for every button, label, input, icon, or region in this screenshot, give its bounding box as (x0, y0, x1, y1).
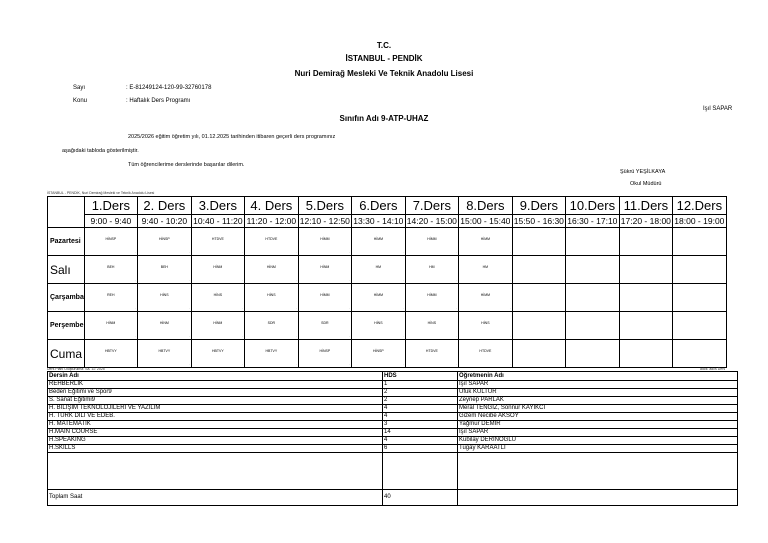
period-time: 14:20 - 15:00 (406, 216, 457, 226)
schedule-cell (137, 340, 191, 368)
lesson-code: HİNS (481, 321, 490, 325)
lessons-col-name: Dersin Adı (48, 372, 383, 381)
lesson-hours: 2 (383, 389, 458, 397)
cell-corner-mark: · (242, 307, 243, 310)
cell-corner-mark: · (403, 279, 404, 282)
cell-corner-mark: · (242, 251, 243, 254)
schedule-cell (512, 256, 565, 284)
schedule-cell (191, 256, 244, 284)
lesson-code: HİMM (320, 237, 330, 241)
schedule-cell (84, 256, 137, 284)
tiny-bottom-left: Ders Planı Oluşturulma: Sa. 11: 2025 (47, 367, 105, 371)
lesson-name: H.SPEAKING (48, 437, 383, 445)
schedule-cell (672, 340, 726, 368)
schedule-cell (298, 228, 351, 256)
cell-corner-mark: · (135, 335, 136, 338)
cell-corner-mark: · (189, 251, 190, 254)
schedule-cell (512, 340, 565, 368)
lesson-name: Beden Eğitimi ve Spor9 (48, 389, 383, 397)
lesson-code: HBTVY (105, 349, 117, 353)
schedule-cell (565, 284, 619, 312)
header-tc: T.C. (376, 41, 392, 50)
lesson-teacher: Meral TENGİZ, Sonnur KAYIKCI (458, 405, 738, 413)
day-row (48, 312, 727, 340)
schedule-cell (191, 312, 244, 340)
lesson-teacher: Ufuk KÜLTÜR (458, 389, 738, 397)
schedule-cell (672, 312, 726, 340)
lessons-col-teacher: Öğretmenin Adı (458, 372, 738, 381)
period-header: 11.Ders (619, 197, 672, 215)
schedule-cell (619, 312, 672, 340)
schedule-cell (84, 312, 137, 340)
lesson-code: HM (375, 265, 382, 269)
day-name: Pazartesi (48, 228, 85, 256)
lesson-code: SDR (267, 321, 276, 325)
header-city: İSTANBUL - PENDİK (345, 54, 423, 63)
schedule-cell (191, 284, 244, 312)
lesson-code: HTDVE (265, 237, 278, 241)
schedule-cell (351, 228, 405, 256)
lesson-code: HİNSP (373, 349, 384, 353)
lesson-code: HTDVE (425, 349, 438, 353)
lesson-code: HİNS (427, 321, 437, 325)
lesson-code: HİNM (106, 321, 116, 325)
corner-cell (48, 197, 85, 228)
konu-label: Konu (73, 98, 88, 104)
schedule-cell (619, 284, 672, 312)
blank-cell (458, 453, 738, 490)
lessons-table (47, 371, 738, 506)
schedule-cell (512, 228, 565, 256)
period-header: 2. Ders (137, 197, 191, 215)
period-time: 12:10 - 12:50 (299, 216, 350, 226)
sayi-value: : E-81249124-120-99-32760178 (126, 85, 212, 91)
schedule-cell (244, 340, 298, 368)
lesson-code: HBTVY (212, 349, 224, 353)
total-value: 40 (383, 490, 458, 506)
period-header: 10.Ders (565, 197, 619, 215)
principal-name: Şükrü YEŞİLKAYA (620, 169, 666, 175)
schedule-cell (672, 256, 726, 284)
principal-title: Okul Müdürü (630, 181, 662, 187)
body-line-1: 2025/2026 eğitim öğretim yılı, 01.12.2025 tarihinden itibaren geçerli ders programınız (128, 134, 336, 140)
cell-corner-mark: · (403, 251, 404, 254)
period-header: 8.Ders (458, 197, 512, 215)
period-time: 18:00 - 19:00 (674, 216, 725, 226)
schedule-cell (351, 284, 405, 312)
schedule-cell (619, 228, 672, 256)
cell-corner-mark: · (349, 335, 350, 338)
lesson-code: HTDVE (211, 237, 224, 241)
cell-corner-mark: · (349, 251, 350, 254)
period-header: 12.Ders (672, 197, 726, 215)
tiny-bottom-right: adcs: adcs Ders (700, 367, 726, 371)
lesson-hours: 4 (383, 405, 458, 413)
cell-corner-mark: · (189, 335, 190, 338)
lesson-name: H. TÜRK DİLİ VE EDEB. (48, 413, 383, 421)
cell-corner-mark: · (349, 363, 350, 366)
lesson-code: HİNSP (159, 237, 170, 241)
day-name: Çarşamba (48, 284, 85, 312)
period-time: 17:20 - 18:00 (620, 216, 671, 226)
schedule-cell (619, 340, 672, 368)
cell-corner-mark: · (135, 307, 136, 310)
schedule-cell (298, 256, 351, 284)
body-line-2: aşağıdaki tabloda gösterilmiştir. (62, 148, 139, 154)
lesson-hours: 3 (383, 421, 458, 429)
schedule-cell (458, 228, 512, 256)
cell-corner-mark: · (456, 363, 457, 366)
schedule-cell (565, 340, 619, 368)
cell-corner-mark: · (510, 251, 511, 254)
lesson-code: HİNSP (105, 237, 117, 241)
cell-corner-mark: · (242, 363, 243, 366)
lesson-teacher: Kubilay DERİNOĞLU (458, 437, 738, 445)
day-name: Perşembe (48, 312, 85, 340)
lesson-code: HİMM (480, 293, 491, 297)
lesson-code: HM (482, 265, 489, 269)
lesson-code: HİMM (427, 237, 437, 241)
lesson-teacher: Tugay KARAATLI (458, 445, 738, 453)
period-time: 9:00 - 9:40 (84, 215, 137, 228)
total-label: Toplam Saat (48, 490, 383, 506)
cell-corner-mark: · (403, 307, 404, 310)
cell-corner-mark: · (135, 279, 136, 282)
lesson-code: REH (107, 293, 115, 297)
schedule-cell (405, 228, 458, 256)
schedule-cell (191, 340, 244, 368)
day-row (48, 340, 727, 368)
blank-cell (48, 453, 383, 490)
cell-corner-mark: · (296, 279, 297, 282)
lesson-code: HİMM (373, 293, 384, 297)
lesson-hours: 14 (383, 429, 458, 437)
cell-corner-mark: · (456, 335, 457, 338)
schedule-cell (405, 284, 458, 312)
cell-corner-mark: · (296, 335, 297, 338)
period-header: 5.Ders (298, 197, 351, 215)
lesson-hours: 1 (383, 381, 458, 389)
period-header: 4. Ders (244, 197, 298, 215)
schedule-cell (191, 228, 244, 256)
day-name: Salı (48, 256, 85, 284)
lesson-teacher: Zeynep PARLAK (458, 397, 738, 405)
schedule-cell (405, 340, 458, 368)
period-header: 6.Ders (351, 197, 405, 215)
lesson-code: HBTVY (265, 349, 278, 353)
lesson-code: HİMM (480, 237, 491, 241)
lesson-name: REHBERLİK (48, 381, 383, 389)
lesson-code: BEH (107, 265, 115, 269)
schedule-cell (84, 340, 137, 368)
lesson-code: HİNSP (319, 349, 331, 353)
schedule-cell (244, 284, 298, 312)
cell-corner-mark: · (189, 307, 190, 310)
cell-corner-mark: · (403, 335, 404, 338)
schedule-cell (565, 312, 619, 340)
class-title: Sınıfın Adı 9-ATP-UHAZ (339, 114, 429, 123)
lesson-code: HİNM (213, 265, 223, 269)
period-header: 1.Ders (84, 197, 137, 215)
day-name: Cuma (48, 340, 85, 368)
period-time: 16:30 - 17:10 (567, 216, 618, 226)
lesson-code: HİNS (374, 321, 383, 325)
period-header: 7.Ders (405, 197, 458, 215)
schedule-cell (405, 312, 458, 340)
lesson-name: H. BİLİŞİM TEKNOLOJİLERİ VE YAZILIM (48, 405, 383, 413)
lesson-code: HİNS (213, 293, 223, 297)
lesson-hours: 4 (383, 413, 458, 421)
period-time: 13:30 - 14:10 (353, 216, 404, 226)
schedule-cell (458, 256, 512, 284)
lesson-code: BEH (160, 265, 168, 269)
schedule-cell (565, 228, 619, 256)
lesson-teacher: Gizem Necibe AKSOY (458, 413, 738, 421)
schedule-cell (619, 256, 672, 284)
schedule-cell (244, 228, 298, 256)
schedule-cell (351, 340, 405, 368)
schedule-cell (351, 256, 405, 284)
period-time: 15:50 - 16:30 (513, 216, 564, 226)
lesson-code: HİMM (373, 237, 384, 241)
cell-corner-mark: · (296, 363, 297, 366)
schedule-cell (137, 312, 191, 340)
schedule-cell (458, 284, 512, 312)
period-time: 9:40 - 10:20 (137, 215, 191, 228)
schedule-cell (84, 228, 137, 256)
day-row (48, 228, 727, 256)
schedule-cell (512, 284, 565, 312)
lesson-code: HİMM (320, 293, 330, 297)
day-row (48, 256, 727, 284)
lesson-code: HİMM (427, 293, 437, 297)
schedule-cell (405, 256, 458, 284)
schedule-cell (137, 284, 191, 312)
schedule-cell (244, 312, 298, 340)
cell-corner-mark: · (349, 307, 350, 310)
cell-corner-mark: · (189, 363, 190, 366)
cell-corner-mark: · (456, 251, 457, 254)
weekly-schedule-table (47, 196, 727, 368)
lessons-col-hours: HDS (383, 372, 458, 381)
schedule-cell (298, 312, 351, 340)
cell-corner-mark: · (296, 251, 297, 254)
cell-corner-mark: · (349, 279, 350, 282)
cell-corner-mark: · (510, 307, 511, 310)
schedule-cell (244, 256, 298, 284)
cell-corner-mark: · (510, 335, 511, 338)
total-empty (458, 490, 738, 506)
period-time: 11:20 - 12:00 (244, 215, 298, 228)
lesson-code: HİNM (213, 321, 223, 325)
lesson-name: H. MATEMATİK (48, 421, 383, 429)
cell-corner-mark: · (403, 363, 404, 366)
cell-corner-mark: · (510, 363, 511, 366)
schedule-cell (137, 228, 191, 256)
lesson-code: HİNS (267, 293, 276, 297)
schedule-cell (351, 312, 405, 340)
lesson-code: SDR (321, 321, 329, 325)
lesson-code: HİNM (159, 321, 169, 325)
lesson-hours: 2 (383, 397, 458, 405)
period-header: 9.Ders (512, 197, 565, 215)
cell-corner-mark: · (135, 363, 136, 366)
day-row (48, 284, 727, 312)
cell-corner-mark: · (510, 279, 511, 282)
schedule-cell (298, 284, 351, 312)
cell-corner-mark: · (456, 307, 457, 310)
lesson-name: S. Sanat Eğitimi9 (48, 397, 383, 405)
lesson-code: HTDVE (479, 349, 492, 353)
lesson-code: HİNM (266, 265, 276, 269)
schedule-cell (565, 256, 619, 284)
schedule-cell (512, 312, 565, 340)
lesson-code: HİNM (320, 265, 330, 269)
lesson-teacher: Işıl SAPAR (458, 429, 738, 437)
cell-corner-mark: · (456, 279, 457, 282)
period-header: 3.Ders (191, 197, 244, 215)
lesson-teacher: Yağmur DEMİR (458, 421, 738, 429)
lesson-hours: 4 (383, 437, 458, 445)
schedule-cell (672, 228, 726, 256)
lesson-teacher: Işıl SAPAR (458, 381, 738, 389)
teacher-name-right: Işıl SAPAR (703, 106, 733, 112)
body-line-3: Tüm öğrencilerime derslerinde başarılar dilerim. (128, 162, 245, 168)
period-time: 15:00 - 15:40 (460, 216, 511, 226)
lesson-name: H.SKILLS (48, 445, 383, 453)
cell-corner-mark: · (242, 335, 243, 338)
schedule-cell (298, 340, 351, 368)
lesson-code: HİNS (160, 293, 169, 297)
schedule-cell (84, 284, 137, 312)
lesson-hours: 6 (383, 445, 458, 453)
cell-corner-mark: · (242, 279, 243, 282)
header-school: Nuri Demirağ Mesleki Ve Teknik Anadolu Lisesi (294, 69, 474, 78)
tiny-top-note: İSTANBUL - PENDİK, Nuri Demirağ Mesleki ve Teknik Anadolu Lisesi (47, 191, 155, 195)
schedule-cell (672, 284, 726, 312)
lesson-code: HM (429, 265, 435, 269)
lesson-name: H.MAIN COURSE (48, 429, 383, 437)
period-time: 10:40 - 11:20 (193, 216, 243, 226)
lesson-code: HBTVY (158, 349, 171, 353)
konu-value: : Haftalık Ders Programı (126, 98, 191, 104)
sayi-label: Sayı (73, 85, 86, 91)
cell-corner-mark: · (135, 251, 136, 254)
schedule-cell (458, 312, 512, 340)
schedule-cell (137, 256, 191, 284)
schedule-cell (458, 340, 512, 368)
cell-corner-mark: · (189, 279, 190, 282)
cell-corner-mark: · (296, 307, 297, 310)
blank-cell (383, 453, 458, 490)
